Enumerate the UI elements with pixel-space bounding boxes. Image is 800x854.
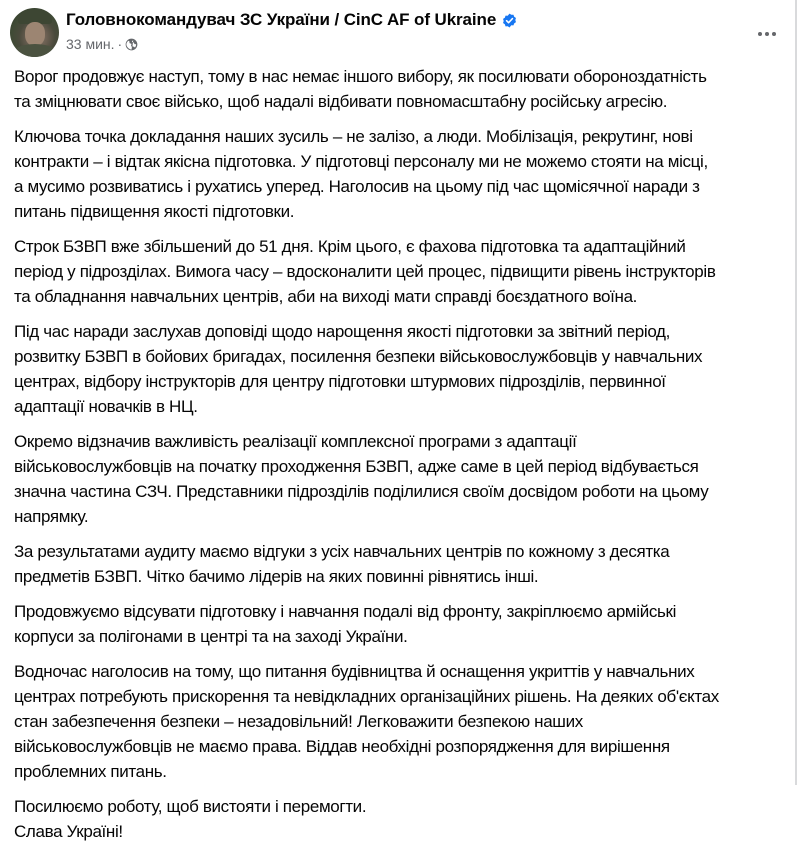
text-line: центрах, відбору інструкторів для центру підготовки штурмових підрозділів, первинної [14, 372, 666, 391]
text-line: Ключова точка докладання наших зусиль – не залізо, а люди. Мобілізація, рекрутинг, нові [14, 127, 693, 146]
verified-badge-icon [502, 13, 517, 28]
post-timestamp-link[interactable]: 33 мин. [66, 36, 115, 52]
text-line: стан забезпечення безпеки – незадовільний! Легковажити безпекою наших [14, 712, 583, 731]
text-line: Слава Україні! [14, 822, 123, 841]
text-line: питань підвищення якості підготовки. [14, 202, 295, 221]
text-line: Продовжуємо відсувати підготовку і навчання подалі від фронту, закріплюємо армійські [14, 602, 677, 621]
text-line: Водночас наголосив на тому, що питання будівництва й оснащення укриттів у навчальних [14, 662, 695, 681]
text-line: та зміцнювати своє військо, щоб надалі відбивати повномасштабну російську агресію. [14, 92, 668, 111]
text-line: корпуси за полігонами в центрі та на заході України. [14, 627, 408, 646]
text-line: предметів БЗВП. Чітко бачимо лідерів на яких повинні рівнятись інші. [14, 567, 539, 586]
more-options-icon-dot [772, 32, 776, 36]
text-line: напрямку. [14, 507, 89, 526]
post-header [10, 8, 795, 58]
text-line: Ворог продовжує наступ, тому в нас немає іншого вибору, як посилювати обороноздатність [14, 67, 707, 86]
meta-separator: · [117, 36, 123, 52]
author-name-row [66, 10, 517, 30]
text-line: контракти – і відтак якісна підготовка. У підготовці персоналу ми не можемо стояти на місці, [14, 152, 708, 171]
post-paragraph [14, 234, 799, 309]
post-meta [66, 36, 138, 52]
text-line: Посилюємо роботу, щоб вистояти і перемогти. [14, 797, 367, 816]
text-line: За результатами аудиту маємо відгуки з усіх навчальних центрів по кожному з десятка [14, 542, 670, 561]
text-line: а мусимо розвиватись і рухатись уперед. Наголосив на цьому під час щомісячної наради з [14, 177, 700, 196]
avatar-shoulders-shape [12, 44, 58, 57]
text-line: військовослужбовців не маємо права. Віддав необхідні розпорядження для вирішення [14, 737, 670, 756]
text-line: Строк БЗВП вже збільшений до 51 дня. Крім цього, є фахова підготовка та адаптаційний [14, 237, 686, 256]
text-line: Під час наради заслухав доповіді щодо нарощення якості підготовки за звітний період, [14, 322, 670, 341]
post-paragraph [14, 64, 799, 114]
more-options-icon-dot [758, 32, 762, 36]
avatar-face-shape [25, 22, 45, 46]
post-paragraph [14, 794, 799, 844]
text-line: адаптації новачків в НЦ. [14, 397, 198, 416]
text-line: проблемних питань. [14, 762, 167, 781]
text-line: військовослужбовців на початку проходження БЗВП, адже саме в цей період відбувається [14, 457, 699, 476]
text-line: розвитку БЗВП в бойових бригадах, посилення безпеки військовослужбовців у навчальних [14, 347, 703, 366]
author-name-link[interactable]: Головнокомандувач ЗС України / CinC AF of Ukraine [66, 10, 497, 29]
text-line: та обладнання навчальних центрів, аби на виході мати справді боєздатного воїна. [14, 287, 638, 306]
more-options-button[interactable] [753, 24, 781, 44]
post-paragraph [14, 599, 799, 649]
text-line: Окремо відзначив важливість реалізації комплексної програми з адаптації [14, 432, 577, 451]
text-line: значна частина СЗЧ. Представники підрозділів поділилися своїм досвідом роботи на цьому [14, 482, 709, 501]
text-line: період у підрозділах. Вимога часу – вдосконалити цей процес, підвищити рівень інструкторів [14, 262, 716, 281]
more-options-icon-dot [765, 32, 769, 36]
post-paragraph [14, 539, 799, 589]
post-paragraph [14, 319, 799, 419]
author-avatar[interactable] [10, 8, 59, 57]
post-body [14, 64, 799, 854]
text-line: центрах потребують прискорення та невідкладних організаційних рішень. На деяких об'єктах [14, 687, 719, 706]
post-paragraph [14, 659, 799, 784]
post-paragraph [14, 124, 799, 224]
post-paragraph [14, 429, 799, 529]
globe-icon[interactable] [125, 38, 138, 51]
